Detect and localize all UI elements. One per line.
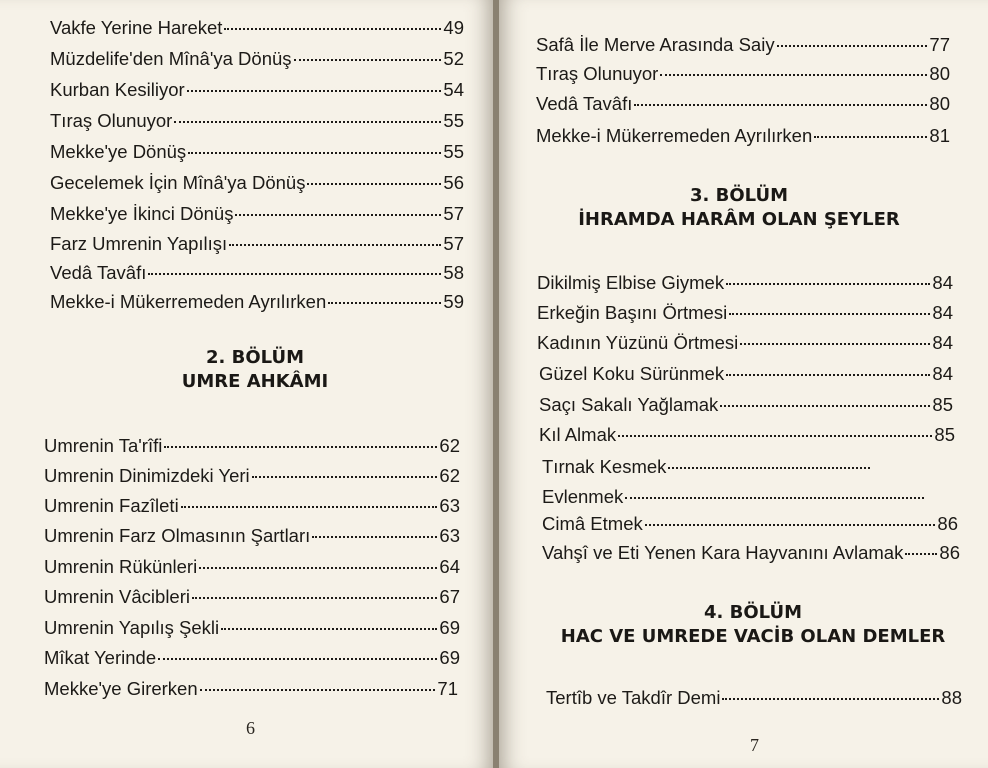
section-title: UMRE AHKÂMI — [181, 371, 329, 392]
toc-leader-dots — [229, 244, 441, 246]
toc-entry — [44, 678, 458, 700]
toc-entry-title: Umrenin Farz Olmasının Şartları — [44, 525, 311, 546]
toc-entry-title: Mekke-i Mükerremeden Ayrılırken — [50, 291, 327, 312]
toc-leader-dots — [722, 698, 939, 700]
toc-leader-dots — [726, 283, 930, 285]
toc-entry-title: Gecelemek İçin Mînâ'ya Dönüş — [50, 172, 306, 193]
toc-entry-title: Umrenin Dinimizdeki Yeri — [44, 465, 250, 486]
toc-entry-page: 85 — [932, 394, 953, 415]
toc-leader-dots — [618, 435, 932, 437]
toc-entry — [44, 465, 460, 487]
toc-entry — [536, 125, 950, 147]
toc-entry-title: Evlenmek — [542, 486, 624, 507]
toc-entry-page: 62 — [439, 435, 460, 456]
toc-entry-title: Umrenin Fazîleti — [44, 495, 179, 516]
toc-entry-page: 84 — [932, 272, 953, 293]
toc-entry-page: 81 — [929, 125, 950, 146]
toc-leader-dots — [164, 446, 437, 448]
toc-entry-title: Safâ İle Merve Arasında Saiy — [536, 34, 775, 55]
toc-leader-dots — [814, 136, 927, 138]
toc-entry-title: Tırnak Kesmek — [542, 456, 667, 477]
toc-entry — [537, 272, 953, 294]
toc-entry-title: Erkeğin Başını Örtmesi — [537, 302, 728, 323]
toc-entry — [539, 394, 953, 416]
toc-entry — [542, 542, 960, 564]
toc-entry — [44, 586, 460, 608]
toc-leader-dots — [720, 405, 930, 407]
toc-entry-page: 49 — [443, 17, 464, 38]
toc-entry-page: 86 — [939, 542, 960, 563]
toc-entry-title: Dikilmiş Elbise Giymek — [537, 272, 725, 293]
toc-leader-dots — [235, 214, 441, 216]
toc-entry-title: Mîkat Yerinde — [44, 647, 157, 668]
toc-leader-dots — [328, 302, 441, 304]
toc-leader-dots — [294, 59, 442, 61]
toc-entry-title: Farz Umrenin Yapılışı — [50, 233, 228, 254]
toc-entry — [542, 513, 958, 535]
toc-entry-page: 62 — [439, 465, 460, 486]
toc-entry-page: 55 — [443, 110, 464, 131]
toc-entry — [50, 291, 464, 313]
toc-leader-dots — [181, 506, 438, 508]
toc-leader-dots — [740, 343, 930, 345]
toc-entry-page: 85 — [934, 424, 955, 445]
toc-entry-page: 69 — [439, 617, 460, 638]
toc-entry — [546, 687, 962, 709]
toc-entry-title: Tıraş Olunuyor — [536, 63, 659, 84]
right-page — [499, 0, 988, 768]
toc-entry-page: 80 — [929, 63, 950, 84]
page-number: 7 — [750, 735, 759, 755]
toc-entry — [50, 172, 464, 194]
toc-entry-page: 57 — [443, 203, 464, 224]
toc-entry-page: 64 — [439, 556, 460, 577]
toc-entry — [50, 48, 464, 70]
toc-entry — [50, 203, 464, 225]
toc-entry — [44, 525, 460, 547]
toc-entry — [50, 233, 464, 255]
section-title: HAC VE UMREDE VACİB OLAN DEMLER — [560, 626, 946, 647]
toc-entry-page: 84 — [932, 332, 953, 353]
toc-leader-dots — [158, 658, 437, 660]
toc-entry-page: 88 — [941, 687, 962, 708]
toc-leader-dots — [252, 476, 438, 478]
toc-entry — [536, 93, 950, 115]
toc-entry-title: Müzdelife'den Mînâ'ya Dönüş — [50, 48, 292, 69]
toc-entry-page: 59 — [443, 291, 464, 312]
toc-entry-title: Mekke'ye Girerken — [44, 678, 198, 699]
toc-leader-dots — [905, 553, 937, 555]
toc-entry — [542, 486, 926, 508]
toc-entry-title: Kurban Kesiliyor — [50, 79, 185, 100]
toc-entry — [537, 332, 953, 354]
toc-leader-dots — [312, 536, 437, 538]
toc-entry-page: 57 — [443, 233, 464, 254]
toc-leader-dots — [188, 152, 441, 154]
toc-entry-title: Umrenin Ta'rîfi — [44, 435, 163, 456]
toc-entry-title: Vahşî ve Eti Yenen Kara Hayvanını Avlamak — [542, 542, 904, 563]
toc-entry-title: Saçı Sakalı Yağlamak — [539, 394, 719, 415]
section-number: 4. BÖLÜM — [703, 602, 802, 623]
section-heading — [539, 184, 939, 232]
toc-entry — [44, 435, 460, 457]
toc-leader-dots — [174, 121, 441, 123]
toc-entry-title: Umrenin Yapılış Şekli — [44, 617, 220, 638]
toc-entry — [44, 617, 460, 639]
toc-entry-page: 63 — [439, 525, 460, 546]
toc-entry-title: Mekke'ye İkinci Dönüş — [50, 203, 234, 224]
toc-entry-title: Mekke'ye Dönüş — [50, 141, 187, 162]
section-number: 2. BÖLÜM — [205, 347, 304, 368]
toc-entry-page: 86 — [937, 513, 958, 534]
toc-entry — [537, 302, 953, 324]
toc-entry — [44, 647, 460, 669]
toc-leader-dots — [625, 497, 924, 499]
toc-entry — [50, 79, 464, 101]
toc-leader-dots — [224, 28, 441, 30]
toc-leader-dots — [729, 313, 930, 315]
toc-entry-page: 71 — [437, 678, 458, 699]
toc-leader-dots — [307, 183, 441, 185]
toc-entry-title: Umrenin Rükünleri — [44, 556, 198, 577]
toc-entry-title: Kadının Yüzünü Örtmesi — [537, 332, 739, 353]
section-title: İHRAMDA HARÂM OLAN ŞEYLER — [578, 209, 900, 230]
toc-entry-page: 80 — [929, 93, 950, 114]
toc-entry-page: 55 — [443, 141, 464, 162]
toc-leader-dots — [199, 567, 437, 569]
toc-entry-page: 84 — [932, 363, 953, 384]
toc-leader-dots — [148, 273, 441, 275]
toc-entry — [44, 495, 460, 517]
toc-leader-dots — [187, 90, 442, 92]
toc-entry-title: Tertîb ve Takdîr Demi — [546, 687, 721, 708]
left-page — [0, 0, 493, 768]
toc-entry — [50, 141, 464, 163]
toc-entry-title: Cimâ Etmek — [542, 513, 643, 534]
toc-leader-dots — [634, 104, 927, 106]
toc-entry-title: Umrenin Vâcibleri — [44, 586, 190, 607]
toc-entry-title: Mekke-i Mükerremeden Ayrılırken — [536, 125, 813, 146]
toc-entry — [536, 34, 950, 56]
toc-entry-page: 58 — [443, 262, 464, 283]
toc-entry-title: Güzel Koku Sürünmek — [539, 363, 725, 384]
toc-entry-page: 84 — [932, 302, 953, 323]
toc-entry-title: Vedâ Tavâfı — [50, 262, 147, 283]
toc-entry-page: 56 — [443, 172, 464, 193]
toc-leader-dots — [668, 467, 870, 469]
toc-entry-page: 77 — [929, 34, 950, 55]
toc-entry-page: 67 — [439, 586, 460, 607]
toc-entry-page: 54 — [443, 79, 464, 100]
toc-leader-dots — [660, 74, 927, 76]
toc-entry — [536, 63, 950, 85]
toc-entry — [50, 17, 464, 39]
toc-leader-dots — [645, 524, 936, 526]
toc-entry-title: Tıraş Olunuyor — [50, 110, 173, 131]
toc-entry — [50, 262, 464, 284]
section-heading — [543, 601, 963, 649]
toc-entry-title: Vedâ Tavâfı — [536, 93, 633, 114]
toc-entry — [50, 110, 464, 132]
toc-entry-page: 52 — [443, 48, 464, 69]
toc-entry-title: Vakfe Yerine Hareket — [50, 17, 223, 38]
toc-entry-page: 69 — [439, 647, 460, 668]
toc-entry-page: 63 — [439, 495, 460, 516]
toc-entry — [539, 363, 953, 385]
toc-entry — [542, 456, 872, 478]
section-number: 3. BÖLÜM — [689, 185, 788, 206]
toc-entry — [44, 556, 460, 578]
toc-leader-dots — [192, 597, 437, 599]
section-heading — [140, 346, 370, 394]
toc-leader-dots — [221, 628, 437, 630]
toc-leader-dots — [200, 689, 436, 691]
toc-entry-title: Kıl Almak — [539, 424, 617, 445]
page-number: 6 — [246, 718, 255, 738]
toc-leader-dots — [777, 45, 928, 47]
toc-leader-dots — [726, 374, 930, 376]
toc-entry — [539, 424, 955, 446]
